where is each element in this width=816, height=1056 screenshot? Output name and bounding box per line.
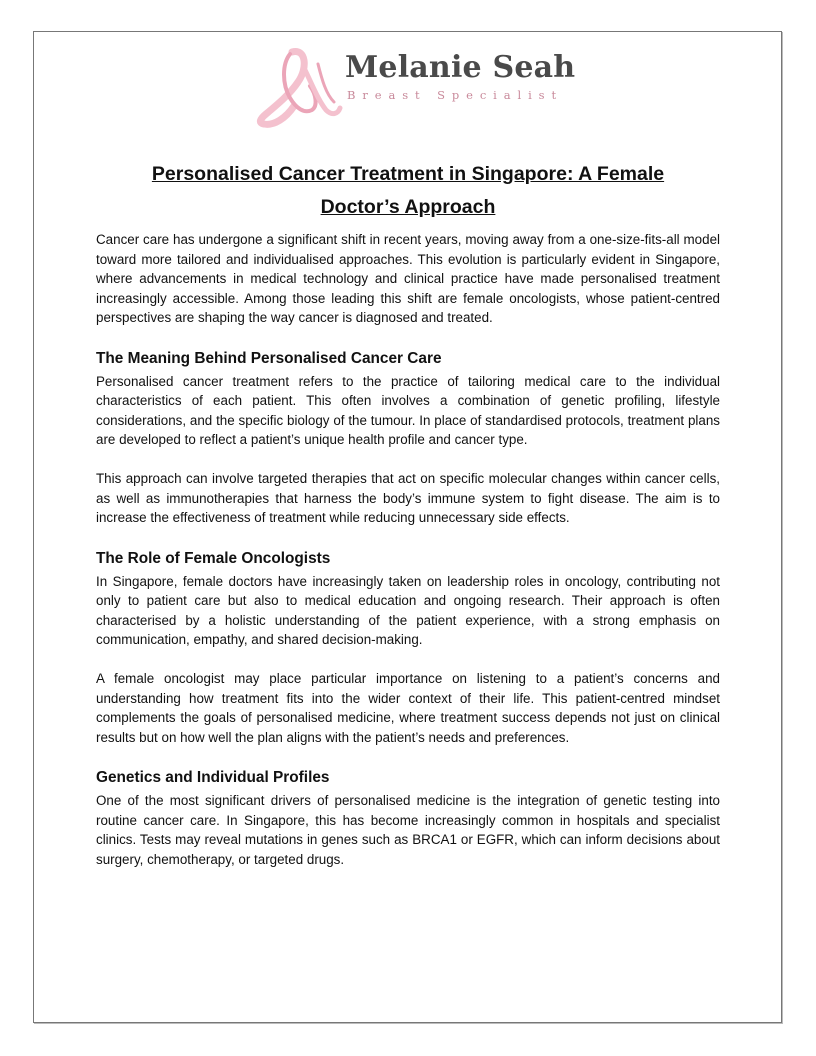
article	[96, 158, 720, 869]
section-heading-personalised-care: The Meaning Behind Personalised Cancer Care	[96, 349, 442, 367]
section-paragraph: Personalised cancer treatment refers to the practice of tailoring medical care to the individual characteristics of each patient. This often involves a combination of genetic profiling, lifestyle considerations, and the specific biology of the tumour. In place of standardised protocols, treatment plans are developed to reflect a patient’s unique health profile and cancer type.	[96, 373, 720, 447]
logo-name: Melanie Seah	[345, 50, 576, 85]
section-heading-genetics: Genetics and Individual Profiles	[96, 769, 330, 786]
section-paragraph: In Singapore, female doctors have increasingly taken on leadership roles in oncology, contributing not only to patient care but also to medical education and ongoing research. Their approach is often characterised by a holistic understanding of the patient experience, with a strong emphasis on communication, empathy, and shared decision-making.	[96, 573, 720, 647]
pink-ribbon-logo-icon	[252, 44, 344, 128]
section-paragraph: This approach can involve targeted therapies that act on specific molecular changes within cancer cells, as well as immunotherapies that harness the body’s immune system to fight disease. The aim is to increase the effectiveness of treatment while reducing unnecessary side effects.	[96, 471, 720, 525]
section-paragraph: A female oncologist may place particular importance on listening to a patient’s concerns and understanding how treatment fits into the wider context of their life. This patient-centred mindset complements the goals of personalised medicine, where treatment success depends not just on clinical results but on how well the plan aligns with the patient’s needs and preferences.	[96, 671, 720, 745]
article-title-line-1: Personalised Cancer Treatment in Singapore: A Female	[151, 163, 665, 185]
logo-tagline: Breast Specialist	[347, 88, 563, 102]
article-title-line-2: Doctor’s Approach	[320, 196, 496, 218]
logo	[252, 44, 576, 128]
article-title	[96, 158, 720, 224]
intro-paragraph: Cancer care has undergone a significant shift in recent years, moving away from a one-size-fits-all model toward more tailored and individualised approaches. This evolution is particularly evident in Singapore, where advancements in medical technology and clinical practice have made personalised treatment increasingly accessible. Among those leading this shift are female oncologists, whose patient-centred perspectives are shaping the way cancer is diagnosed and treated.	[96, 232, 720, 325]
section-heading-female-oncologists: The Role of Female Oncologists	[96, 549, 331, 567]
section-paragraph: One of the most significant drivers of personalised medicine is the integration of genetic testing into routine cancer care. In Singapore, this has become increasingly common in hospitals and specialist clinics. Tests may reveal mutations in genes such as BRCA1 or EGFR, which can inform decisions about surgery, chemotherapy, or targeted drugs.	[96, 793, 720, 867]
